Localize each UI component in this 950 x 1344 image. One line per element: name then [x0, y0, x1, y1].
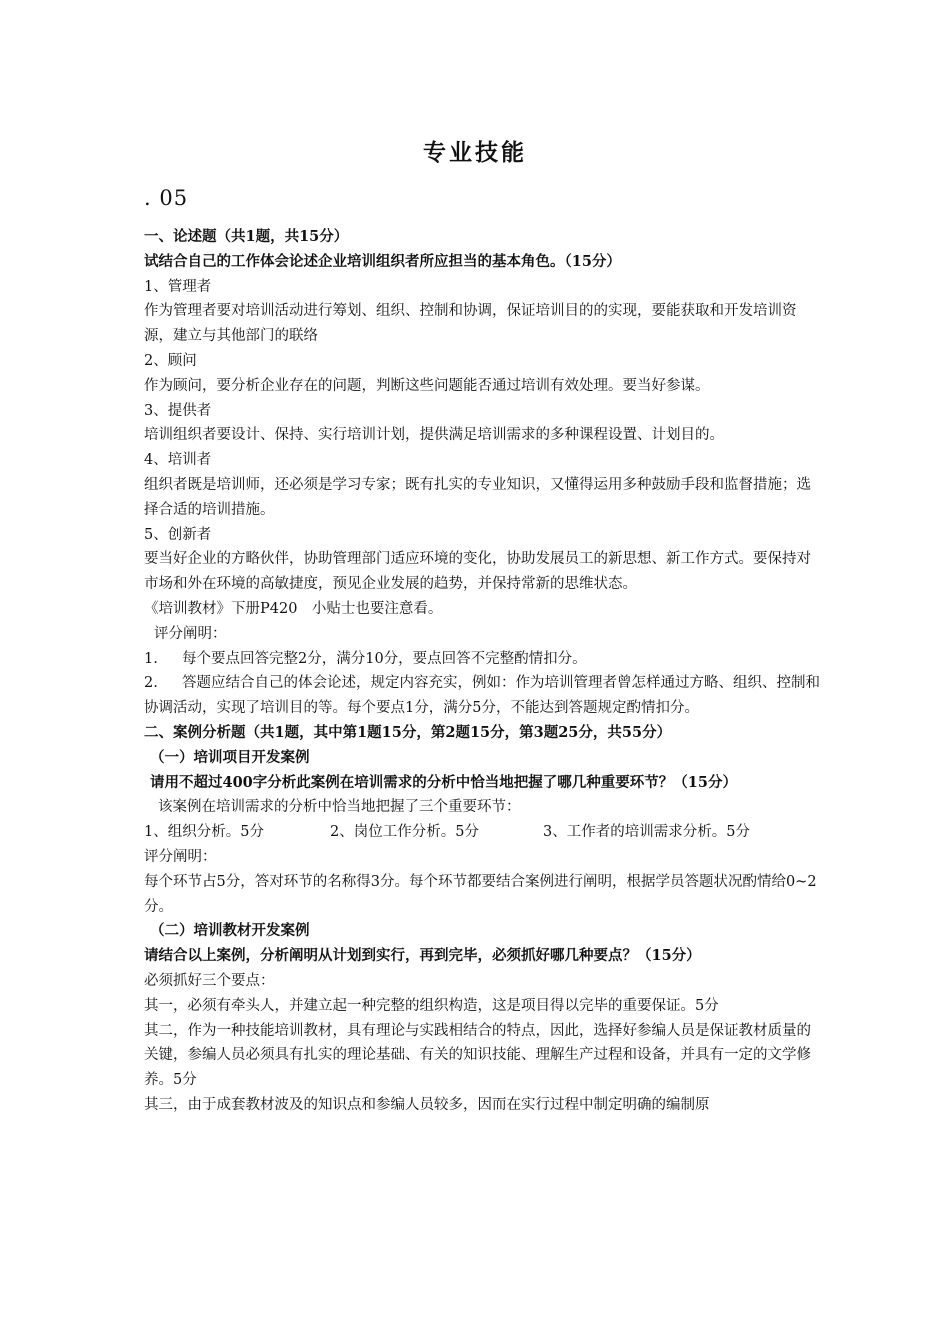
subsection-heading: （一）培训项目开发案例	[150, 748, 310, 766]
paragraph: 作为管理者要对培训活动进行筹划、组织、控制和协调，保证培训目的的实现，要能获取和开发培训资源，建立与其他部门的联络	[144, 303, 797, 345]
paragraph: 必须抓好三个要点：	[144, 972, 275, 989]
paragraph: 要当好企业的方略伙伴，协助管理部门适应环境的变化，协助发展员工的新思想、新工作方式。要保持对市场和外在环境的高敏捷度，预见企业发展的趋势，并保持常新的思维状态。	[144, 551, 811, 593]
section-number: . 05	[144, 186, 189, 210]
paragraph: 该案例在培训需求的分析中恰当地把握了三个重要环节：	[158, 799, 521, 816]
list-item: 1、管理者	[144, 278, 212, 295]
item-text: 每个要点回答完整2分，满分10分，要点回答不完整酌情扣分。	[182, 650, 587, 667]
list-item: 5、创新者	[144, 526, 212, 543]
subsection-heading: （二）培训教材开发案例	[150, 922, 310, 940]
numbered-item	[144, 647, 820, 672]
paragraph: 其三，由于成套教材波及的知识点和参编人员较多，因而在实行过程中制定明确的编制原	[144, 1096, 710, 1113]
page-title: 专业技能	[423, 139, 527, 166]
list-item: 4、培训者	[144, 452, 212, 469]
section-heading: 一、论述题（共1题，共15分）	[144, 228, 349, 245]
list-item: 2、岗位工作分析。5分	[330, 824, 479, 841]
paragraph: 其二，作为一种技能培训教材，具有理论与实践相结合的特点，因此，选择好参编人员是保证教材质量的关键，参编人员必须具有扎实的理论基础、有关的知识技能、理解生产过程和设备，并具有一定的文学修养。5分	[144, 1022, 811, 1089]
list-item: 2、顾问	[144, 352, 197, 369]
list-item: 3、工作者的培训需求分析。5分	[543, 824, 750, 841]
paragraph: 其一，必须有牵头人，并建立起一种完整的组织构造，这是项目得以完毕的重要保证。5分	[144, 997, 719, 1014]
list-item: 3、提供者	[144, 402, 212, 419]
question-text: 请用不超过400字分析此案例在培训需求的分析中恰当地把握了哪几种重要环节？（15分）	[150, 773, 737, 791]
question-text: 请结合以上案例，分析阐明从计划到实行，再到完毕，必须抓好哪几种要点？（15分）	[144, 947, 701, 965]
numbered-item	[144, 671, 820, 721]
paragraph: 作为顾问，要分析企业存在的问题，判断这些问题能否通过培训有效处理。要当好参谋。	[144, 377, 710, 394]
question-text: 试结合自己的工作体会论述企业培训组织者所应担当的基本角色。（15分）	[144, 252, 621, 270]
item-number: 1.	[144, 650, 158, 667]
list-row	[144, 820, 820, 845]
paragraph: 组织者既是培训师，还必须是学习专家；既有扎实的专业知识，又懂得运用多种鼓励手段和监督措施；选择合适的培训措施。	[144, 476, 811, 518]
paragraph: 《培训教材》下册P420 小贴士也要注意看。	[144, 600, 443, 617]
paragraph: 培训组织者要设计、保持、实行培训计划，提供满足培训需求的多种课程设置、计划目的。	[144, 427, 724, 444]
item-number: 2.	[144, 675, 158, 692]
paragraph: 每个环节占5分，答对环节的名称得3分。每个环节都要结合案例进行阐明，根据学员答题状况酌情给0~2分。	[144, 873, 817, 915]
scoring-label: 评分阐明：	[154, 625, 227, 642]
item-text: 答题应结合自己的体会论述，规定内容充实，例如：作为培训管理者曾怎样通过方略、组织、控制和协调活动，实现了培训目的等。每个要点1分，满分5分，不能达到答题规定酌情扣分。	[144, 675, 820, 717]
scoring-label: 评分阐明：	[144, 848, 217, 865]
list-item: 1、组织分析。5分	[144, 824, 264, 841]
document-body	[144, 225, 820, 1118]
section-heading: 二、案例分析题（共1题，其中第1题15分，第2题15分，第3题25分，共55分）	[144, 723, 672, 741]
